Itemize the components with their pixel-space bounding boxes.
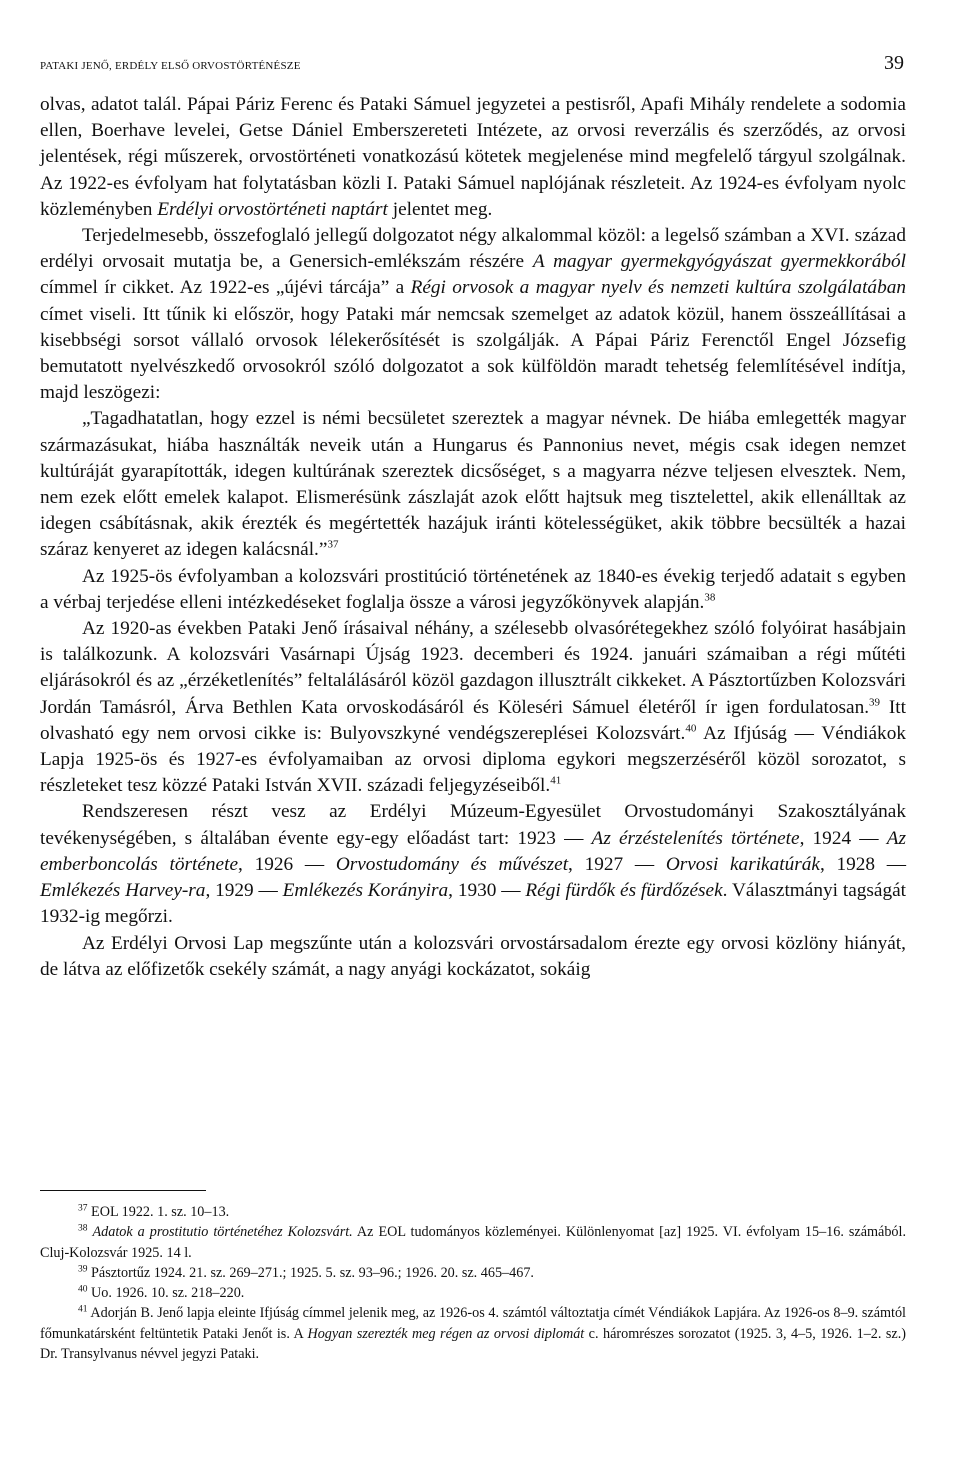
footnote-38: $^{38}$ Adatok a prostitutio történetéhez Kolozsvárt. Az EOL tudományos közleményei. Különlenyomat [az] 1925. VI. évfolyam 15–16. számából. Cluj-Kolozsvár 1925. 14 l. <box>40 1223 907 1261</box>
paragraph-3: Az 1925-ös évfolyamban a kolozsvári prostitúció történetének az 1840-es évekig terjedő adatait s egyben a vérbaj terjedése elleni intézkedéseket foglalja össze a városi jegyzőkönyvek alapján.$^{38}$ <box>40 565 906 613</box>
paragraph-5: Rendszeresen részt vesz az Erdélyi Múzeum-Egyesület Orvostudományi Szakosztályának tevékenységében, s általában évente egy-egy előadást tart: 1923 — Az érzéstelenítés története, 1924 — Az emberboncolás története, 1926 — Orvostudomány és művészet, 1927 — Orvosi karikatúrák, 1928 — Emlékezés Harvey-ra, 1929 — Emlékezés Korányira, 1930 — Régi fürdők és fürdőzések. Választmányi tagságát 1932-ig megőrzi. <box>40 801 907 928</box>
footnote-rule <box>40 1190 206 1191</box>
body-text <box>40 92 906 983</box>
block-quote: „Tagadhatatlan, hogy ezzel is némi becsületet szereztek a magyar névnek. De hiába emlegették magyar származásukat, hiába használták neveik után a Hungarus és Pannonius nevet, mégis csak idegen nemzet kultúráját gyarapították, idegen kultúrának szereztek dicsőséget, s a magyarra nézve teljesen elvesztek. Nem, nem ezek előtt emelek kalapot. Elismerésünk zászlaját azok előtt hajtsuk meg tisztelettel, akik ellenálltak az idegen csábításnak, akik érezték és megértették hazájuk iránti kötelességüket, akik többre becsülték a hazai száraz kenyeret az idegen kalácsnál.”$^{37}$ <box>40 408 906 561</box>
page-number: 39 <box>884 52 904 74</box>
footnote-41: $^{41}$ Adorján B. Jenő lapja eleinte Ifjúság címmel jelenik meg, az 1926-os 4. számtól változtatja címét Véndiákok Lapjára. Az 1926-os 8–9. számtól főmunkatársként feltüntetik Pataki Jenőt is. A Hogyan szerezték meg régen az orvosi diplomát c. háromrészes sorozatot (1925. 3, 4–5, 1926. 1–2. sz.) Dr. Transylvanus névvel jegyzi Pataki. <box>40 1304 906 1363</box>
paragraph-1: olvas, adatot talál. Pápai Páriz Ferenc és Pataki Sámuel jegyzetei a pestisről, Apafi Mihály rendelete a sodomia ellen, Boerhave levelei, Getse Dániel Emberszereteti Intézete, az orvosi reverzális és szerződés, az orvosi jelentések, régi műszerek, orvostörténeti vonatkozású kötetek megjelenése mind megfelelő tárgyul szolgálnak. Az 1922-es évfolyam hat folytatásban közli I. Pataki Sámuel naplójának részleteit. Az 1924-es évfolyam nyolc közleményben Erdélyi orvostörténeti naptárt jelentet meg. <box>40 94 906 220</box>
footnote-37: $^{37}$ EOL 1922. 1. sz. 10–13. <box>78 1203 230 1220</box>
footnotes <box>40 1202 906 1364</box>
footnote-ref[interactable]: 38 <box>704 591 716 604</box>
paragraph-4: Az 1920-as években Pataki Jenő írásaival néhány, a szélesebb olvasórétegekhez szóló folyóirat hasábjain is találkozunk. A kolozsvári Vasárnapi Újság 1923. decemberi és 1924. januári számaiban a régi műtéti eljárásokról és az „érzéketlenítés” feltalálásáról közöl gazdagon illusztrált cikkeket. A Pásztortűzben Kolozsvári Jordán Tamásról, Árva Bethlen Kata orvoskodásáról és Köleséri Sámuel életéről ír igen fordulatosan.$^{39}$ Itt olvasható egy nem orvosi cikke is: Bulyovszkyné vendégszereplései Kolozsvárt.$^{40}$ Az Ifjúság — Véndiákok Lapja 1925-ös és 1927-es évfolyamaiban az orvosi diploma egykori megszerzéséről közöl sorozatot, s részleteket tesz közzé Pataki István XVII. századi feljegyzéseiből.$^{41}$ <box>40 618 906 797</box>
footnote-ref[interactable]: 41 <box>550 774 562 787</box>
footnote-ref[interactable]: 39 <box>869 696 881 709</box>
footnote-39: $^{39}$ Pásztortűz 1924. 21. sz. 269–271.; 1925. 5. sz. 93–96.; 1926. 20. sz. 465–467. <box>78 1264 534 1281</box>
footnote-40: $^{40}$ Uo. 1926. 10. sz. 218–220. <box>78 1284 245 1302</box>
paragraph-6: Az Erdélyi Orvosi Lap megszűnte után a kolozsvári orvostársadalom érezte egy orvosi közlöny hiányát, de látva az előfizetők csekély számát, a nagy anyági kockázatot, sokáig <box>40 932 906 980</box>
paragraph-2: Terjedelmesebb, összefoglaló jellegű dolgozatot négy alkalommal közöl: a legelső számban a XVI. század erdélyi orvosait mutatja be, a Genersich-emlékszám részére A magyar gyermekgyógyászat gyermekkorából címmel ír cikket. Az 1922-es „újévi tárcája” a Régi orvosok a magyar nyelv és nemzeti kultúra szolgálatában címet viseli. Itt tűnik ki először, hogy Pataki már nemcsak szemelget az adatok közül, hanem összeállításai a kisebbségi sorsot vállaló orvosok lélekerősítését is szolgálják. A Pápai Páriz Ferenctől Engel Józsefig bemutatott nyelvészkedő orvosokról szóló dolgozatot a sok külföldön maradt tehetség felemlítésével indítja, majd leszögezi: <box>40 225 906 404</box>
footnote-ref[interactable]: 37 <box>327 539 339 552</box>
running-head: PATAKI JENŐ, ERDÉLY ELSŐ ORVOSTÖRTÉNÉSZE <box>40 60 301 72</box>
footnote-ref[interactable]: 40 <box>685 722 697 735</box>
